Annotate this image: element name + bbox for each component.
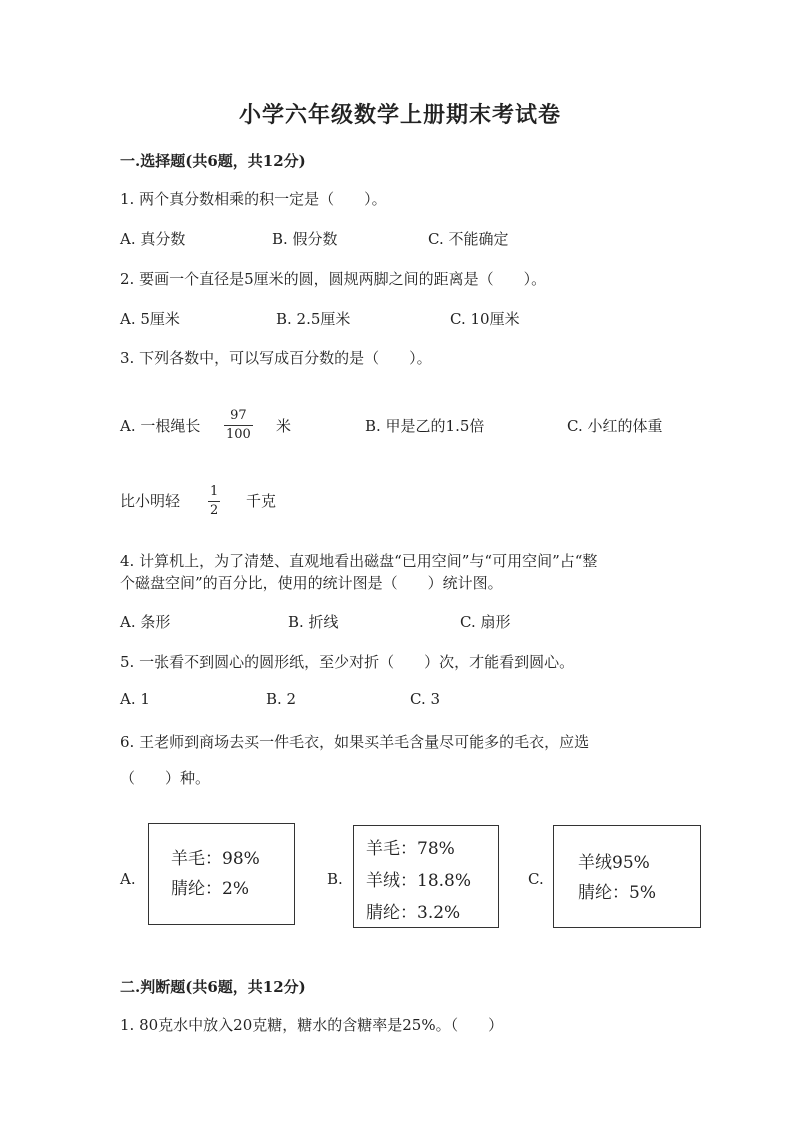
tag-line: 腈纶：5% — [578, 883, 656, 903]
question-4-option-b: B. 折线 — [288, 613, 339, 631]
question-6-option-c-label: C. — [528, 870, 544, 888]
judgement-1-text: 1. 80克水中放入20克糖，糖水的含糖率是25%。（ ） — [120, 1016, 504, 1034]
tag-line: 羊绒：18.8% — [366, 871, 472, 891]
question-4-text-line-1: 4. 计算机上，为了清楚、直观地看出磁盘“已用空间”与“可用空间”占“整 — [120, 552, 598, 570]
question-5-text: 5. 一张看不到圆心的圆形纸，至少对折（ ）次，才能看到圆心。 — [120, 653, 575, 671]
question-1-option-c: C. 不能确定 — [428, 230, 509, 248]
question-3-option-a-unit: 米 — [276, 417, 292, 435]
question-2-option-c: C. 10厘米 — [450, 310, 520, 328]
question-3-option-c-continued: 比小明轻 — [120, 492, 181, 510]
question-5-option-b: B. 2 — [266, 690, 297, 708]
question-1-text: 1. 两个真分数相乘的积一定是（ ）。 — [120, 190, 387, 208]
section-heading-judgement: 二.判断题(共6题，共12分) — [120, 978, 306, 996]
question-4-text-line-2: 个磁盘空间”的百分比，使用的统计图是（ ）统计图。 — [120, 574, 503, 592]
question-2-text: 2. 要画一个直径是5厘米的圆，圆规两脚之间的距离是（ ）。 — [120, 270, 547, 288]
fraction-denominator: 2 — [210, 503, 219, 518]
question-6-option-c-tag — [553, 825, 701, 928]
question-3-option-b: B. 甲是乙的1.5倍 — [365, 417, 485, 435]
question-3-fraction-1-2 — [208, 484, 220, 519]
question-1-option-a: A. 真分数 — [120, 230, 186, 248]
tag-line: 羊绒95% — [578, 853, 650, 873]
fraction-bar — [208, 501, 220, 502]
question-4-option-a: A. 条形 — [120, 613, 171, 631]
question-6-text-line-1: 6. 王老师到商场去买一件毛衣，如果买羊毛含量尽可能多的毛衣，应选 — [120, 733, 590, 751]
page-title: 小学六年级数学上册期末考试卷 — [238, 102, 561, 128]
question-2-option-a: A. 5厘米 — [120, 310, 180, 328]
question-6-option-a-label: A. — [120, 870, 136, 888]
tag-line: 羊毛：78% — [366, 839, 455, 859]
question-6-option-b-tag — [353, 825, 499, 928]
question-3-fraction-97-100 — [224, 408, 253, 443]
tag-line: 腈纶：3.2% — [366, 903, 461, 923]
question-4-option-c: C. 扇形 — [460, 613, 511, 631]
fraction-numerator: 1 — [210, 484, 219, 499]
question-2-option-b: B. 2.5厘米 — [276, 310, 351, 328]
fraction-numerator: 97 — [230, 408, 247, 423]
tag-line: 腈纶：2% — [171, 879, 249, 899]
fraction-denominator: 100 — [226, 427, 251, 442]
question-3-option-c-unit: 千克 — [246, 492, 277, 510]
question-3-text: 3. 下列各数中，可以写成百分数的是（ ）。 — [120, 349, 432, 367]
tag-line: 羊毛：98% — [171, 849, 260, 869]
fraction-bar — [224, 425, 253, 426]
question-5-option-c: C. 3 — [410, 690, 441, 708]
question-6-option-a-tag — [148, 823, 295, 925]
question-6-text-line-2: （ ）种。 — [120, 769, 211, 787]
question-3-option-a-prefix: A. 一根绳长 — [120, 417, 201, 435]
question-3-option-c: C. 小红的体重 — [567, 417, 663, 435]
question-5-option-a: A. 1 — [120, 690, 150, 708]
section-heading-choice: 一.选择题(共6题，共12分) — [120, 152, 306, 170]
question-6-option-b-label: B. — [327, 870, 343, 888]
question-1-option-b: B. 假分数 — [272, 230, 338, 248]
